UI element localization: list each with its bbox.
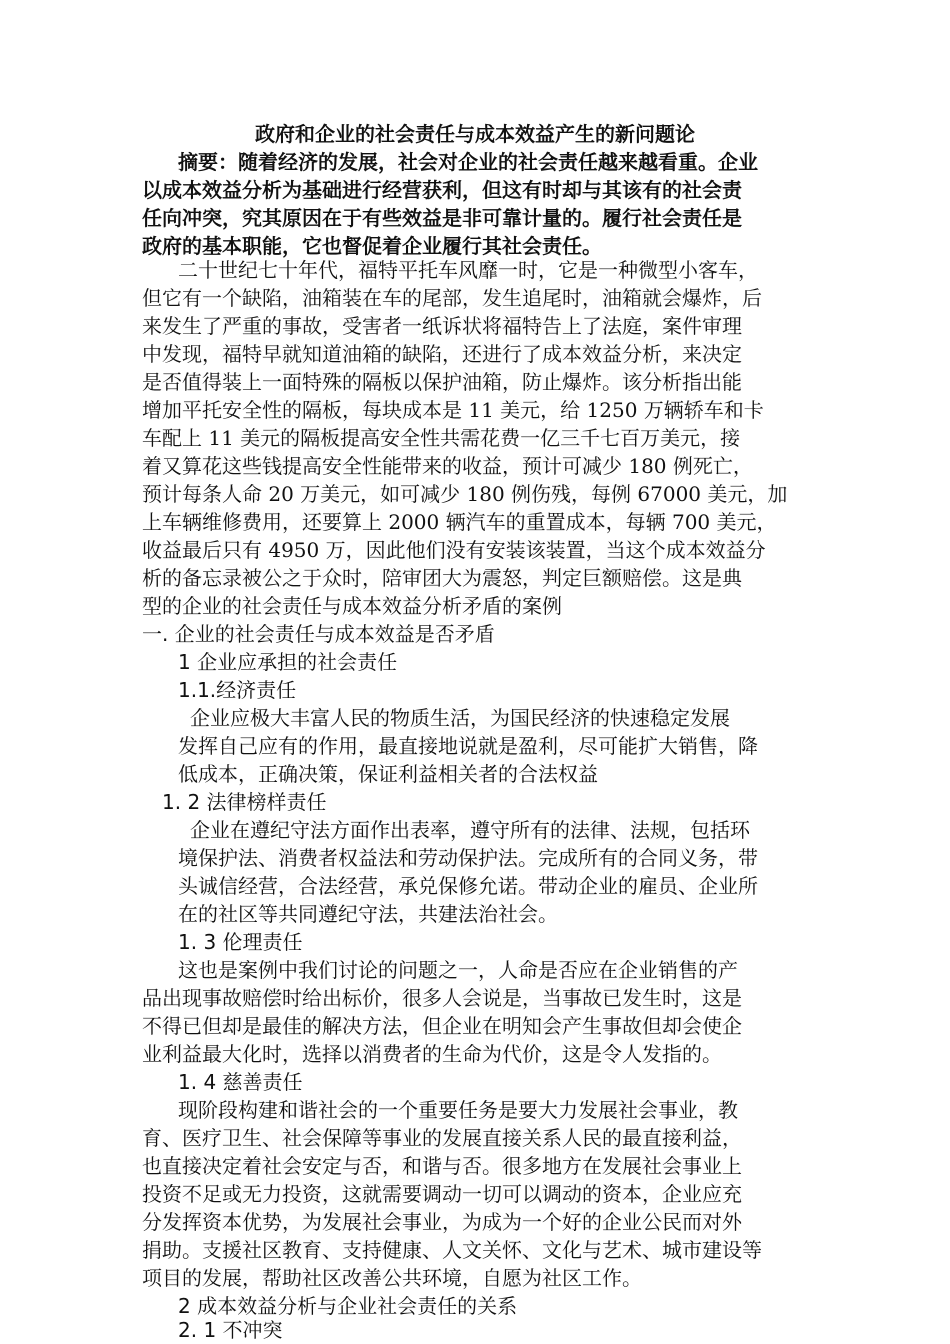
abstract-line: 以成本效益分析为基础进行经营获利，但这有时却与其该有的社会责 [142, 178, 742, 202]
paragraph-line: 捐助。支援社区教育、支持健康、人文关怀、文化与艺术、城市建设等 [142, 1238, 762, 1262]
subsection-heading: 2 成本效益分析与企业社会责任的关系 [178, 1294, 518, 1318]
paragraph-line: 业利益最大化时，选择以消费者的生命为代价，这是令人发指的。 [142, 1042, 722, 1066]
intro-line: 增加平托安全性的隔板，每块成本是 11 美元，给 1250 万辆轿车和卡 [142, 398, 764, 422]
paragraph-line: 也直接决定着社会安定与否，和谐与否。很多地方在发展社会事业上 [142, 1154, 742, 1178]
document-title: 政府和企业的社会责任与成本效益产生的新问题论 [255, 122, 695, 146]
subsection-heading: 1. 4 慈善责任 [178, 1070, 303, 1094]
intro-line: 车配上 11 美元的隔板提高安全性共需花费一亿三千七百万美元，接 [142, 426, 741, 450]
paragraph-line: 低成本，正确决策，保证利益相关者的合法权益 [178, 762, 598, 786]
subsection-heading: 1.1.经济责任 [178, 678, 297, 702]
section-heading: 一. 企业的社会责任与成本效益是否矛盾 [142, 622, 495, 646]
intro-line: 是否值得装上一面特殊的隔板以保护油箱，防止爆炸。该分析指出能 [142, 370, 742, 394]
subsection-heading: 1. 2 法律榜样责任 [162, 790, 327, 814]
abstract-line: 摘要：随着经济的发展，社会对企业的社会责任越来越看重。企业 [178, 150, 758, 174]
subsection-heading: 1 企业应承担的社会责任 [178, 650, 398, 674]
intro-line: 着又算花这些钱提高安全性能带来的收益，预计可减少 180 例死亡， [142, 454, 753, 478]
paragraph-line: 在的社区等共同遵纪守法，共建法治社会。 [178, 902, 558, 926]
intro-line: 预计每条人命 20 万美元，如可减少 180 例伤残，每例 67000 美元，加 [142, 482, 788, 506]
paragraph-line: 企业应极大丰富人民的物质生活，为国民经济的快速稳定发展 [190, 706, 730, 730]
paragraph-line: 项目的发展，帮助社区改善公共环境，自愿为社区工作。 [142, 1266, 642, 1290]
paragraph-line: 育、医疗卫生、社会保障等事业的发展直接关系人民的最直接利益， [142, 1126, 742, 1150]
paragraph-line: 品出现事故赔偿时给出标价，很多人会说是，当事故已发生时，这是 [142, 986, 742, 1010]
intro-line: 但它有一个缺陷，油箱装在车的尾部，发生追尾时，油箱就会爆炸，后 [142, 286, 762, 310]
abstract-line: 任向冲突，究其原因在于有些效益是非可靠计量的。履行社会责任是 [142, 206, 742, 230]
intro-line: 中发现，福特早就知道油箱的缺陷，还进行了成本效益分析，来决定 [142, 342, 742, 366]
subsection-heading: 2. 1 不冲突 [178, 1318, 283, 1342]
intro-line: 析的备忘录被公之于众时，陪审团大为震怒，判定巨额赔偿。这是典 [142, 566, 742, 590]
paragraph-line: 分发挥资本优势，为发展社会事业，为成为一个好的企业公民而对外 [142, 1210, 742, 1234]
paragraph-line: 发挥自己应有的作用，最直接地说就是盈利，尽可能扩大销售，降 [178, 734, 758, 758]
paragraph-line: 头诚信经营，合法经营，承兑保修允诺。带动企业的雇员、企业所 [178, 874, 758, 898]
intro-line: 来发生了严重的事故，受害者一纸诉状将福特告上了法庭，案件审理 [142, 314, 742, 338]
paragraph-line: 投资不足或无力投资，这就需要调动一切可以调动的资本，企业应充 [142, 1182, 742, 1206]
paragraph-line: 境保护法、消费者权益法和劳动保护法。完成所有的合同义务，带 [178, 846, 758, 870]
paragraph-line: 现阶段构建和谐社会的一个重要任务是要大力发展社会事业，教 [178, 1098, 738, 1122]
paragraph-line: 不得已但却是最佳的解决方法，但企业在明知会产生事故但却会使企 [142, 1014, 742, 1038]
abstract-line: 政府的基本职能，它也督促着企业履行其社会责任。 [142, 234, 602, 258]
intro-line: 型的企业的社会责任与成本效益分析矛盾的案例 [142, 594, 562, 618]
paragraph-line: 这也是案例中我们讨论的问题之一，人命是否应在企业销售的产 [178, 958, 738, 982]
subsection-heading: 1. 3 伦理责任 [178, 930, 303, 954]
intro-line: 上车辆维修费用，还要算上 2000 辆汽车的重置成本，每辆 700 美元， [142, 510, 777, 534]
intro-line: 收益最后只有 4950 万，因此他们没有安装该装置，当这个成本效益分 [142, 538, 766, 562]
paragraph-line: 企业在遵纪守法方面作出表率，遵守所有的法律、法规，包括环 [190, 818, 750, 842]
intro-line: 二十世纪七十年代，福特平托车风靡一时，它是一种微型小客车， [178, 258, 758, 282]
